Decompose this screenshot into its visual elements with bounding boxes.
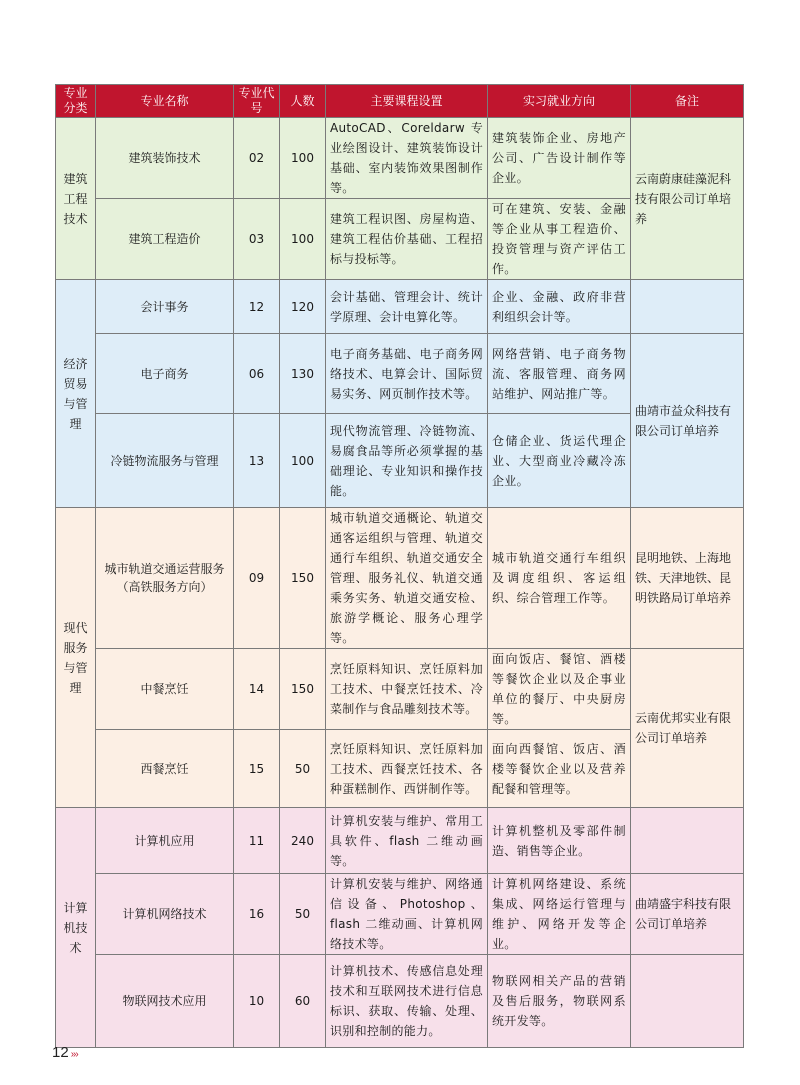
header-jobs: 实习就业方向 xyxy=(488,85,631,118)
major-courses: 计算机安装与维护、网络通信设备、Photoshop、flash 二维动画、计算机网络技术等。 xyxy=(326,874,488,955)
major-jobs: 计算机网络建设、系统集成、网络运行管理与维护、网络开发等企业。 xyxy=(488,874,631,955)
major-name: 计算机应用 xyxy=(96,808,234,874)
table-row xyxy=(56,955,744,1048)
major-jobs: 面向饭店、餐馆、酒楼等餐饮企业以及企事业单位的餐厅、中央厨房等。 xyxy=(488,649,631,730)
major-name: 电子商务 xyxy=(96,334,234,414)
table-row xyxy=(56,874,744,955)
major-jobs: 物联网相关产品的营销及售后服务，物联网系统开发等。 xyxy=(488,955,631,1048)
major-count: 100 xyxy=(280,414,326,508)
note-cell xyxy=(631,280,744,334)
note-cell xyxy=(631,808,744,874)
header-category: 专业分类 xyxy=(56,85,96,118)
major-name: 物联网技术应用 xyxy=(96,955,234,1048)
table-row xyxy=(56,808,744,874)
page-number-text: 12 xyxy=(52,1044,69,1061)
major-count: 150 xyxy=(280,508,326,649)
major-count: 120 xyxy=(280,280,326,334)
major-count: 240 xyxy=(280,808,326,874)
major-courses: 建筑工程识图、房屋构造、建筑工程估价基础、工程招标与投标等。 xyxy=(326,199,488,280)
major-name: 建筑装饰技术 xyxy=(96,118,234,199)
chevrons-right-icon: ››› xyxy=(70,1049,78,1060)
major-jobs: 计算机整机及零部件制造、销售等企业。 xyxy=(488,808,631,874)
header-courses: 主要课程设置 xyxy=(326,85,488,118)
table-row xyxy=(56,649,744,730)
major-count: 130 xyxy=(280,334,326,414)
major-jobs: 建筑装饰企业、房地产公司、广告设计制作等企业。 xyxy=(488,118,631,199)
major-code: 16 xyxy=(234,874,280,955)
category-cell: 计算机技术 xyxy=(56,808,96,1048)
major-courses: 现代物流管理、冷链物流、易腐食品等所必须掌握的基础理论、专业知识和操作技能。 xyxy=(326,414,488,508)
major-count: 100 xyxy=(280,118,326,199)
major-courses: 会计基础、管理会计、统计学原理、会计电算化等。 xyxy=(326,280,488,334)
majors-table xyxy=(55,84,744,1048)
major-code: 14 xyxy=(234,649,280,730)
header-count: 人数 xyxy=(280,85,326,118)
note-cell: 云南蔚康硅藻泥科技有限公司订单培养 xyxy=(631,118,744,280)
major-jobs: 仓储企业、货运代理企业、大型商业冷藏冷冻企业。 xyxy=(488,414,631,508)
major-code: 13 xyxy=(234,414,280,508)
page-number xyxy=(52,1044,78,1061)
major-name: 计算机网络技术 xyxy=(96,874,234,955)
major-count: 50 xyxy=(280,730,326,808)
major-courses: 电子商务基础、电子商务网络技术、电算会计、国际贸易实务、网页制作技术等。 xyxy=(326,334,488,414)
major-name: 城市轨道交通运营服务（高铁服务方向） xyxy=(96,508,234,649)
major-courses: 计算机安装与维护、常用工具软件、flash 二维动画等。 xyxy=(326,808,488,874)
table-row xyxy=(56,508,744,649)
major-code: 03 xyxy=(234,199,280,280)
major-name: 会计事务 xyxy=(96,280,234,334)
major-jobs: 可在建筑、安装、金融等企业从事工程造价、投资管理与资产评估工作。 xyxy=(488,199,631,280)
note-cell: 昆明地铁、上海地铁、天津地铁、昆明铁路局订单培养 xyxy=(631,508,744,649)
major-count: 150 xyxy=(280,649,326,730)
major-code: 06 xyxy=(234,334,280,414)
table-header-row xyxy=(56,85,744,118)
major-name: 西餐烹饪 xyxy=(96,730,234,808)
major-jobs: 面向西餐馆、饭店、酒楼等餐饮企业以及营养配餐和管理等。 xyxy=(488,730,631,808)
note-cell: 云南优邦实业有限公司订单培养 xyxy=(631,649,744,808)
table-row xyxy=(56,334,744,414)
table-row xyxy=(56,280,744,334)
header-notes: 备注 xyxy=(631,85,744,118)
major-jobs: 城市轨道交通行车组织及调度组织、客运组织、综合管理工作等。 xyxy=(488,508,631,649)
category-cell: 建筑工程技术 xyxy=(56,118,96,280)
major-count: 50 xyxy=(280,874,326,955)
note-cell: 曲靖市益众科技有限公司订单培养 xyxy=(631,334,744,508)
header-major-name: 专业名称 xyxy=(96,85,234,118)
major-courses: 计算机技术、传感信息处理技术和互联网技术进行信息标识、获取、传输、处理、识别和控制的能力。 xyxy=(326,955,488,1048)
header-major-code: 专业代号 xyxy=(234,85,280,118)
major-jobs: 网络营销、电子商务物流、客服管理、商务网站维护、网站推广等。 xyxy=(488,334,631,414)
major-courses: AutoCAD、Coreldarw 专业绘图设计、建筑装饰设计基础、室内装饰效果图制作等。 xyxy=(326,118,488,199)
note-cell xyxy=(631,955,744,1048)
major-count: 60 xyxy=(280,955,326,1048)
category-cell: 现代服务与管理 xyxy=(56,508,96,808)
major-name: 冷链物流服务与管理 xyxy=(96,414,234,508)
table-row xyxy=(56,118,744,199)
major-name: 中餐烹饪 xyxy=(96,649,234,730)
major-jobs: 企业、金融、政府非营利组织会计等。 xyxy=(488,280,631,334)
major-code: 09 xyxy=(234,508,280,649)
note-cell: 曲靖盛宇科技有限公司订单培养 xyxy=(631,874,744,955)
major-code: 15 xyxy=(234,730,280,808)
major-courses: 烹饪原料知识、烹饪原料加工技术、中餐烹饪技术、冷菜制作与食品雕刻技术等。 xyxy=(326,649,488,730)
major-count: 100 xyxy=(280,199,326,280)
major-name: 建筑工程造价 xyxy=(96,199,234,280)
major-courses: 烹饪原料知识、烹饪原料加工技术、西餐烹饪技术、各种蛋糕制作、西饼制作等。 xyxy=(326,730,488,808)
major-code: 12 xyxy=(234,280,280,334)
major-code: 02 xyxy=(234,118,280,199)
category-cell: 经济贸易与管理 xyxy=(56,280,96,508)
major-courses: 城市轨道交通概论、轨道交通客运组织与管理、轨道交通行车组织、轨道交通安全管理、服务礼仪、轨道交通乘务实务、轨道交通安检、旅游学概论、服务心理学等。 xyxy=(326,508,488,649)
major-code: 11 xyxy=(234,808,280,874)
major-code: 10 xyxy=(234,955,280,1048)
